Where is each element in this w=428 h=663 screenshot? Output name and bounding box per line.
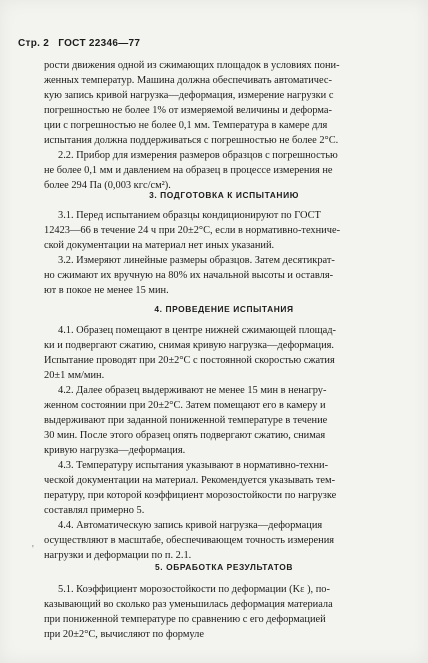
- text-line: не более 0,1 мм и давлением на образец в процессе измерения не: [44, 165, 333, 176]
- text-line: 4.2. Далее образец выдерживают не менее 15 мин в ненагру-: [58, 385, 327, 396]
- text-line: но сжимают их вручную на 80% их начальной высоты и оставля-: [44, 270, 334, 281]
- gost-number: ГОСТ 22346—77: [58, 38, 141, 49]
- text-line: 5.1. Коэффициент морозостойкости по деформации (Kε ), по-: [58, 584, 330, 595]
- text-line: при пониженной температуре по сравнению с его деформацией: [44, 614, 326, 625]
- text-line: 12423—66 в течение 24 ч при 20±2°С, если в нормативно-техниче-: [44, 225, 341, 236]
- text-line: пературу, при которой коэффициент морозостойкости по нагрузке: [44, 490, 337, 501]
- page-header: [18, 38, 140, 49]
- text-line: кривую нагрузка—деформация.: [44, 445, 186, 456]
- text-line: составлял примерно 5.: [44, 505, 145, 516]
- text-line: осуществляют в масштабе, обеспечивающем точность измерения: [44, 535, 335, 546]
- section-heading: 4. ПРОВЕДЕНИЕ ИСПЫТАНИЯ: [154, 304, 294, 314]
- text-line: рости движения одной из сжимающих площадок в условиях пони-: [44, 60, 340, 71]
- text-line: 4.3. Температуру испытания указывают в нормативно-техни-: [58, 460, 329, 471]
- text-line: женном состоянии при 20±2°С. Затем помещают его в камеру и: [44, 400, 326, 411]
- text-line: ки и подвергают сжатию, снимая кривую нагрузка—деформация.: [44, 340, 335, 351]
- section-heading: 3. ПОДГОТОВКА К ИСПЫТАНИЮ: [149, 190, 299, 200]
- text-line: нагрузки и деформации по п. 2.1.: [44, 550, 192, 561]
- text-line: 2.2. Прибор для измерения размеров образцов с погрешностью: [58, 150, 338, 161]
- text-line: 4.1. Образец помещают в центре нижней сжимающей площад-: [58, 325, 337, 336]
- text-line: 30 мин. После этого образец опять подвергают сжатию, снимая: [44, 430, 326, 441]
- text-line: более 294 Па (0,003 кгс/см²).: [44, 180, 171, 191]
- text-line: ческой документации на материал. Рекомендуется указывать тем-: [44, 475, 336, 486]
- text-line: 3.1. Перед испытанием образцы кондиционируют по ГОСТ: [58, 210, 321, 221]
- text-line: казывающий во сколько раз уменьшилась деформация материала: [44, 599, 333, 610]
- text-line: 4.4. Автоматическую запись кривой нагрузка—деформация: [58, 520, 323, 531]
- text-line: погрешностью не более 1% от измеряемой величины и деформа-: [44, 105, 332, 116]
- text-line: испытания должна поддерживаться с погрешностью не более 2°С.: [44, 135, 339, 146]
- section-heading: 5. ОБРАБОТКА РЕЗУЛЬТАТОВ: [154, 562, 293, 572]
- text-line: ции с погрешностью не более 0,1 мм. Температура в камере для: [44, 120, 328, 131]
- margin-mark: ': [32, 544, 34, 555]
- text-line: выдерживают при заданной пониженной температуре в течение: [44, 415, 328, 426]
- text-line: ской документации на материал нет иных указаний.: [44, 240, 275, 251]
- text-line: при 20±2°С, вычисляют по формуле: [44, 629, 204, 640]
- text-line: ют в покое не менее 15 мин.: [44, 285, 169, 296]
- page-number: Стр. 2: [18, 38, 50, 49]
- text-line: кую запись кривой нагрузка—деформация, измерение нагрузки с: [44, 90, 334, 101]
- text-line: Испытание проводят при 20±2°С с постоянной скоростью сжатия: [44, 355, 335, 366]
- text-line: 20±1 мм/мин.: [44, 370, 105, 381]
- text-line: женных температур. Машина должна обеспечивать автоматичес-: [44, 75, 332, 86]
- text-line: 3.2. Измеряют линейные размеры образцов. Затем десятикрат-: [58, 255, 335, 266]
